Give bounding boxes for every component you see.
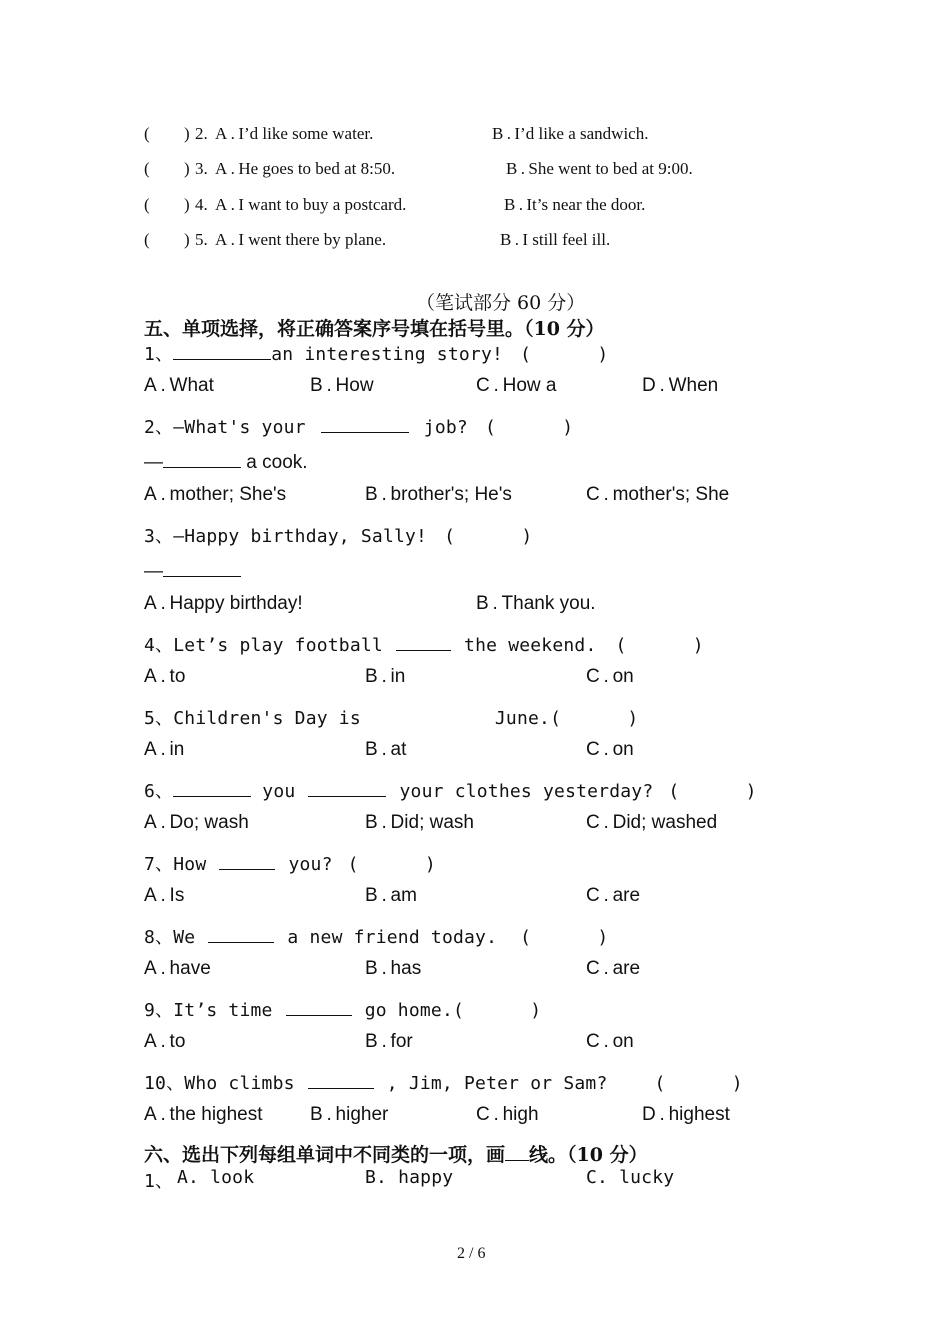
s5-q5-option-b[interactable]: B . at xyxy=(365,739,407,760)
s5-q3-line xyxy=(144,522,532,548)
s5-q1-option-a[interactable]: A . What xyxy=(144,375,214,396)
q3-option-a: A . He goes to bed at 8:50. xyxy=(215,159,396,178)
s5-q2-answer-blank[interactable] xyxy=(163,449,241,468)
s5-q3-answer-dash: — xyxy=(144,561,163,582)
s5-q6-blank-2[interactable] xyxy=(308,778,386,797)
s6-q1-option-b[interactable]: B. happy xyxy=(365,1167,454,1188)
s5-q2-number: 2、 xyxy=(144,417,174,438)
q4-paren-open[interactable]: ( xyxy=(144,195,150,214)
q3-option-b: B . She went to bed at 9:00. xyxy=(506,159,693,178)
page-number: 2 / 6 xyxy=(457,1245,486,1262)
s5-q2-blank[interactable] xyxy=(321,414,409,433)
s5-q5-line xyxy=(144,704,638,730)
s5-q5-post: June. xyxy=(494,708,551,729)
s5-q5-answer-paren[interactable]: ( ) xyxy=(550,708,639,729)
s5-q10-line xyxy=(144,1069,743,1095)
s5-q6-option-c[interactable]: C . Did; washed xyxy=(586,812,718,833)
s5-q9-post: go home. xyxy=(364,1000,453,1021)
s5-q9-blank[interactable] xyxy=(286,997,352,1016)
s5-q8-pre: We xyxy=(173,927,196,948)
s5-q8-post: a new friend today. xyxy=(287,927,498,948)
s5-q1-option-c[interactable]: C . How a xyxy=(476,375,557,396)
s5-q8-option-a[interactable]: A . have xyxy=(144,958,211,979)
s5-q1-option-b[interactable]: B . How xyxy=(310,375,374,396)
s5-q9-option-b[interactable]: B . for xyxy=(365,1031,413,1052)
s5-q10-pre: Who climbs xyxy=(184,1073,295,1094)
q5-option-a: A . I went there by plane. xyxy=(215,230,387,249)
s5-q8-line xyxy=(144,923,608,949)
q4-paren-close: ) xyxy=(184,195,190,214)
section6-title xyxy=(144,1140,648,1167)
s5-q8-blank[interactable] xyxy=(208,924,274,943)
s5-q2-line xyxy=(144,413,573,439)
s5-q1-number: 1、 xyxy=(144,344,174,365)
q5-paren-close: ) xyxy=(184,230,190,249)
s5-q7-option-b[interactable]: B . am xyxy=(365,885,417,906)
q3-paren-open[interactable]: ( xyxy=(144,159,150,178)
s5-q3-option-a[interactable]: A . Happy birthday! xyxy=(144,593,303,614)
s5-q10-option-c[interactable]: C . high xyxy=(476,1104,539,1125)
s5-q3-answer-line xyxy=(144,558,241,583)
s5-q9-option-c[interactable]: C . on xyxy=(586,1031,634,1052)
s5-q4-option-a[interactable]: A . to xyxy=(144,666,186,687)
q4-option-a: A . I want to buy a postcard. xyxy=(215,195,407,214)
s5-q6-number: 6、 xyxy=(144,781,174,802)
s5-q7-line xyxy=(144,850,436,876)
s5-q2-pre: —What's your xyxy=(173,417,306,438)
s5-q5-option-a[interactable]: A . in xyxy=(144,739,185,760)
s5-q2-option-a[interactable]: A . mother; She's xyxy=(144,484,287,505)
s6-q1-option-a[interactable]: A. look xyxy=(177,1167,255,1188)
s6-q1-number: 1、 xyxy=(144,1171,174,1192)
s5-q8-answer-paren[interactable]: ( ) xyxy=(520,927,609,948)
s5-q2-option-b[interactable]: B . brother's; He's xyxy=(365,484,512,505)
s5-q7-number: 7、 xyxy=(144,854,174,875)
s5-q3-answer-paren[interactable]: ( ) xyxy=(444,526,533,547)
s5-q4-number: 4、 xyxy=(144,635,174,656)
section6-title-post: 线。（10 分） xyxy=(529,1144,648,1166)
s5-q2-post: job? xyxy=(423,417,468,438)
s5-q1-blank[interactable] xyxy=(173,341,271,360)
s5-q9-number: 9、 xyxy=(144,1000,174,1021)
s5-q10-answer-paren[interactable]: ( ) xyxy=(654,1073,743,1094)
section6-title-blank xyxy=(505,1144,529,1161)
s5-q7-option-a[interactable]: A . Is xyxy=(144,885,185,906)
s5-q9-line xyxy=(144,996,541,1022)
s5-q5-number: 5、 xyxy=(144,708,174,729)
s5-q6-option-b[interactable]: B . Did; wash xyxy=(365,812,474,833)
s5-q10-option-d[interactable]: D . highest xyxy=(642,1104,730,1125)
s5-q4-line xyxy=(144,631,704,657)
s5-q4-post: the weekend. xyxy=(464,635,597,656)
s5-q3-number: 3、 xyxy=(144,526,174,547)
q3-paren-close: ) xyxy=(184,159,190,178)
s5-q4-answer-paren[interactable]: ( ) xyxy=(615,635,704,656)
q5-option-b: B . I still feel ill. xyxy=(500,230,611,249)
s5-q9-pre: It’s time xyxy=(173,1000,273,1021)
section5-title: 五、单项选择，将正确答案序号填在括号里。（10 分） xyxy=(144,318,605,340)
s5-q6-post: your clothes yesterday? xyxy=(399,781,654,802)
s5-q10-blank[interactable] xyxy=(308,1070,374,1089)
s5-q5-option-c[interactable]: C . on xyxy=(586,739,634,760)
s5-q8-number: 8、 xyxy=(144,927,174,948)
s5-q2-option-c[interactable]: C . mother's; She xyxy=(586,484,730,505)
s5-q1-answer-paren[interactable]: ( ) xyxy=(520,344,609,365)
s5-q4-option-c[interactable]: C . on xyxy=(586,666,634,687)
s5-q3-stem: —Happy birthday, Sally! xyxy=(173,526,428,547)
s5-q6-option-a[interactable]: A . Do; wash xyxy=(144,812,249,833)
s5-q8-option-b[interactable]: B . has xyxy=(365,958,422,979)
q2-paren-close: ) xyxy=(184,124,190,143)
s5-q2-answer-dash: — xyxy=(144,452,163,473)
q2-number: 2. xyxy=(195,124,208,143)
s5-q7-pre: How xyxy=(173,854,207,875)
s5-q2-answer-post: a cook. xyxy=(246,452,308,473)
s5-q9-answer-paren[interactable]: ( ) xyxy=(452,1000,542,1021)
s5-q10-post: , Jim, Peter or Sam? xyxy=(386,1073,608,1094)
s5-q6-line xyxy=(144,777,757,803)
s5-q4-blank[interactable] xyxy=(396,632,451,651)
s5-q1-line xyxy=(144,340,608,366)
s5-q4-option-b[interactable]: B . in xyxy=(365,666,406,687)
s5-q7-option-c[interactable]: C . are xyxy=(586,885,641,906)
s5-q10-option-b[interactable]: B . higher xyxy=(310,1104,389,1125)
q4-number: 4. xyxy=(195,195,208,214)
s5-q1-stem: an interesting story! xyxy=(271,344,504,365)
section6-title-pre: 六、选出下列每组单词中不同类的一项，画 xyxy=(144,1144,506,1166)
q2-option-a: A . I’d like some water. xyxy=(215,124,374,143)
q5-number: 5. xyxy=(195,230,208,249)
s5-q10-option-a[interactable]: A . the highest xyxy=(144,1104,263,1125)
s5-q3-answer-blank[interactable] xyxy=(163,558,241,577)
s5-q5-pre: Children's Day is xyxy=(173,708,361,729)
q5-paren-open[interactable]: ( xyxy=(144,230,150,249)
s5-q8-option-c[interactable]: C . are xyxy=(586,958,641,979)
s5-q6-blank-1[interactable] xyxy=(173,778,251,797)
q2-option-b: B . I’d like a sandwich. xyxy=(492,124,649,143)
s5-q3-option-b[interactable]: B . Thank you. xyxy=(476,593,596,614)
s5-q7-answer-paren[interactable]: ( ) xyxy=(347,854,436,875)
s5-q6-mid: you xyxy=(262,781,296,802)
s5-q1-option-d[interactable]: D . When xyxy=(642,375,719,396)
q4-option-b: B . It’s near the door. xyxy=(504,195,646,214)
s5-q2-answer-line xyxy=(144,449,308,474)
s5-q10-number: 10、 xyxy=(144,1073,185,1094)
q3-number: 3. xyxy=(195,159,208,178)
s5-q7-post: you? xyxy=(288,854,333,875)
s5-q7-blank[interactable] xyxy=(219,851,275,870)
s5-q4-pre: Let’s play football xyxy=(173,635,383,656)
s5-q2-answer-paren[interactable]: ( ) xyxy=(485,417,574,438)
s5-q6-answer-paren[interactable]: ( ) xyxy=(668,781,757,802)
s5-q9-option-a[interactable]: A . to xyxy=(144,1031,186,1052)
s6-q1-option-c[interactable]: C. lucky xyxy=(586,1167,675,1188)
written-part-title: （笔试部分 60 分） xyxy=(416,292,586,314)
q2-paren-open[interactable]: ( xyxy=(144,124,150,143)
